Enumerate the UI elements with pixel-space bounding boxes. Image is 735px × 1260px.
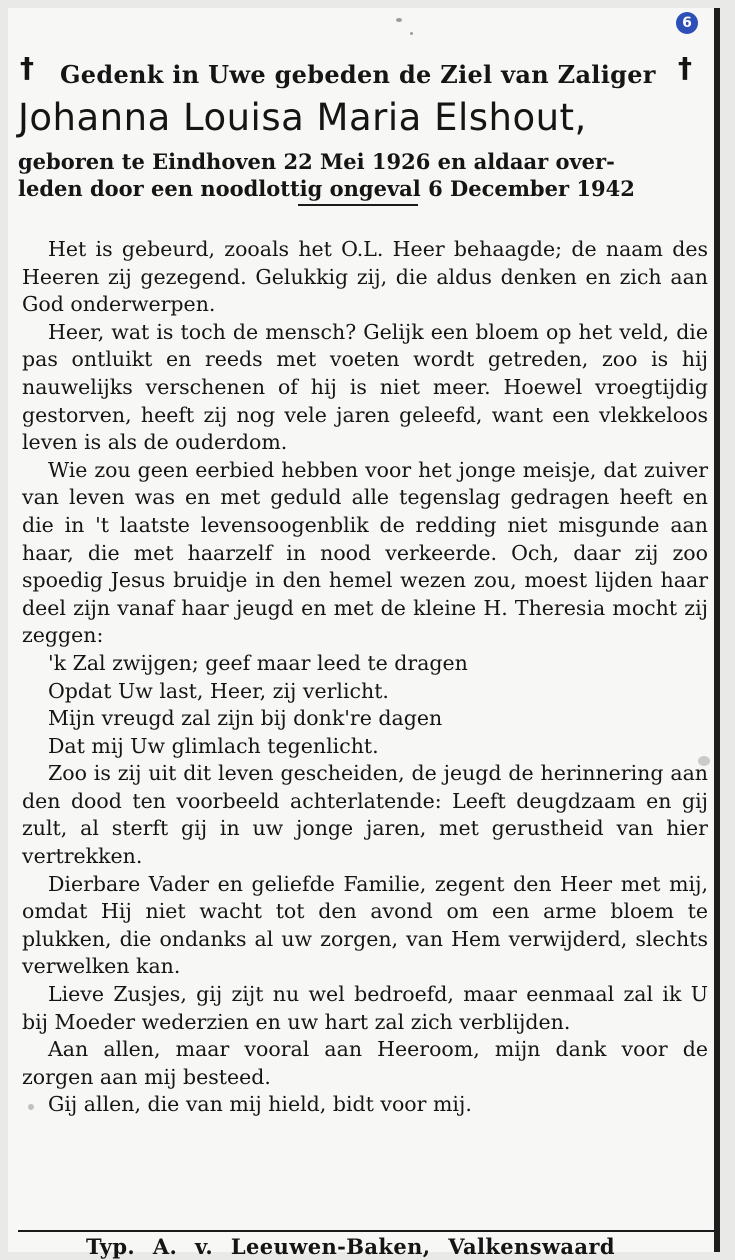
cross-icon-left: † — [20, 51, 34, 84]
paragraph: Wie zou geen eerbied hebben voor het jonge meisje, dat zuiver van leven was en met geduld alle tegenslag gedragen heeft en die in 't laatste levensoogenblik de redding niet misgunde aan haar, die met haarzelf in nood verkeerde. Och, daar zij zoo spoedig Jesus bruidje in den hemel wezen zou, moest lijden haar deel zijn vanaf haar jeugd en met de kleine H. Theresia mocht zij zeggen: — [22, 457, 708, 648]
paragraph: Aan allen, maar vooral aan Heeroom, mijn dank voor de zorgen aan mij besteed. — [22, 1037, 708, 1089]
print-speck — [396, 18, 402, 22]
deceased-name: Johanna Louisa Maria Elshout, — [18, 96, 587, 139]
paragraph: Het is gebeurd, zooals het O.L. Heer behaagde; de naam des Heeren zij gezegend. Gelukkig zij, die aldus denken en zich aan God onderwerpen. — [22, 237, 708, 317]
underline-rule — [298, 204, 418, 206]
paragraph: Lieve Zusjes, gij zijt nu wel bedroefd, maar eenmaal zal ik U bij Moeder wederzien en uw hart zal zich verblijden. — [22, 982, 708, 1034]
birth-line-1: geboren te Eindhoven 22 Mei 1926 en aldaar over- — [18, 149, 615, 174]
paragraph: Zoo is zij uit dit leven gescheiden, de jeugd de herinnering aan den dood ten voorbeeld achterlatende: Leeft deugdzaam en gij zult, al sterft gij in uw jonge jaren, met gerustheid van hier vertrekken. — [22, 761, 708, 869]
paragraph: Gij allen, die van mij hield, bidt voor mij. — [48, 1092, 472, 1117]
printer-credit: Typ. A. v. Leeuwen-Baken, Valkenswaard — [86, 1234, 615, 1259]
verse-line: Opdat Uw last, Heer, zij verlicht. — [48, 678, 389, 703]
footer-rule — [18, 1230, 714, 1232]
print-speck — [28, 1104, 34, 1110]
birth-line-2: leden door een noodlottig ongeval 6 December 1942 — [18, 176, 635, 201]
verse-line: Dat mij Uw glimlach tegenlicht. — [48, 733, 379, 758]
print-speck — [410, 32, 413, 35]
memorial-card — [8, 8, 720, 1259]
header-text: Gedenk in Uwe gebeden de Ziel van Zaliger — [60, 60, 656, 89]
verse-line: 'k Zal zwijgen; geef maar leed te dragen — [48, 650, 468, 675]
memorial-text — [22, 236, 708, 1119]
paragraph: Dierbare Vader en geliefde Familie, zegent den Heer met mij, omdat Hij niet wacht tot den avond om een arme bloem te plukken, die ondanks al uw zorgen, van Hem verwijderd, slechts verwelken kan. — [22, 871, 708, 979]
corner-number-badge: 6 — [676, 12, 698, 34]
paragraph: Heer, wat is toch de mensch? Gelijk een bloem op het veld, die pas ontluikt en reeds met voeten wordt getreden, zoo is hij nauwelijks verschenen of hij is niet meer. Hoewel vroegtijdig gestorven, heeft zij nog vele jaren geleefd, want een vlekkeloos leven is als de ouderdom. — [22, 319, 708, 455]
birth-death-text — [18, 148, 708, 202]
cross-icon-right: † — [678, 51, 692, 84]
print-speck — [698, 756, 710, 766]
verse-line: Mijn vreugd zal zijn bij donk're dagen — [48, 706, 443, 731]
